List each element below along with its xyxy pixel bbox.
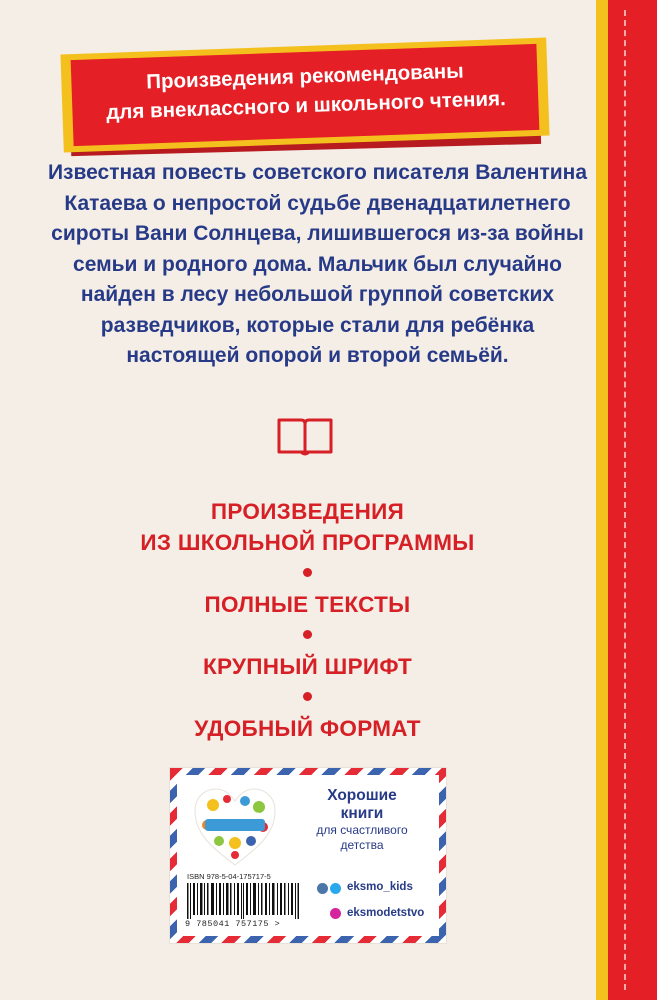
social-row-detstvo[interactable] bbox=[317, 906, 437, 926]
heart-logo-icon bbox=[191, 785, 279, 869]
social-handle-detstvo: eksmodetstvo bbox=[347, 907, 425, 919]
banner-line-2: для внеклассного и школьного чтения. bbox=[105, 87, 507, 124]
slogan-line-4: детства bbox=[340, 838, 384, 852]
card-inner bbox=[177, 775, 439, 936]
description-line: семьи и родного дома. Мальчик был случайно bbox=[73, 252, 562, 276]
description-line: настоящей опорой и второй семьёй. bbox=[126, 344, 509, 367]
description-line: сироты Вани Солнцева, лишившегося из-за войны bbox=[51, 222, 584, 245]
spine-red-stripe bbox=[608, 0, 657, 1000]
bullet-dot bbox=[303, 630, 312, 639]
feature-school-program-line-1: ПРОИЗВЕДЕНИЯ bbox=[210, 499, 405, 524]
bullet-dot bbox=[303, 568, 312, 577]
barcode-number: 9 785041 757175 > bbox=[185, 919, 281, 929]
instagram-icon bbox=[330, 908, 341, 919]
bullet-dot bbox=[303, 692, 312, 701]
spine-dashed-line bbox=[624, 10, 626, 990]
description-line: Катаева о непростой судьбе двенадцатилетнего bbox=[64, 191, 571, 215]
feature-school-program-line-2: ИЗ ШКОЛЬНОЙ ПРОГРАММЫ bbox=[140, 530, 475, 555]
social-links bbox=[317, 880, 437, 932]
slogan-line-1: Хорошие bbox=[327, 787, 397, 804]
description-line: разведчиков, которые стали для ребёнка bbox=[100, 313, 535, 337]
description-line: Известная повесть советского писателя Валентина bbox=[47, 161, 588, 184]
slogan-line-2: книги bbox=[340, 805, 384, 822]
vk-icon bbox=[317, 883, 328, 894]
description-line: найден в лесу небольшой группой советских bbox=[80, 283, 555, 306]
recommendation-banner bbox=[58, 40, 553, 155]
hashtag-label: #эксмодетство bbox=[205, 810, 265, 819]
publisher-card bbox=[170, 768, 446, 943]
social-row-kids[interactable] bbox=[317, 880, 437, 900]
slogan-line-3: для счастливого bbox=[316, 823, 408, 837]
open-book-icon bbox=[275, 412, 335, 458]
publisher-slogan bbox=[287, 787, 437, 853]
telegram-icon bbox=[330, 883, 341, 894]
isbn: ISBN 978-5-04-175717-5 bbox=[187, 872, 271, 881]
feature-convenient-format: УДОБНЫЙ ФОРМАТ bbox=[194, 716, 421, 741]
book-description bbox=[40, 158, 595, 372]
feature-large-font: КРУПНЫЙ ШРИФТ bbox=[202, 654, 413, 679]
feature-full-texts: ПОЛНЫЕ ТЕКСТЫ bbox=[204, 592, 411, 617]
banner-line-1: Произведения рекомендованы bbox=[145, 59, 465, 94]
spine-yellow-stripe bbox=[596, 0, 608, 1000]
barcode bbox=[187, 883, 299, 919]
features-list bbox=[60, 496, 555, 744]
social-handle-kids: eksmo_kids bbox=[347, 881, 413, 893]
